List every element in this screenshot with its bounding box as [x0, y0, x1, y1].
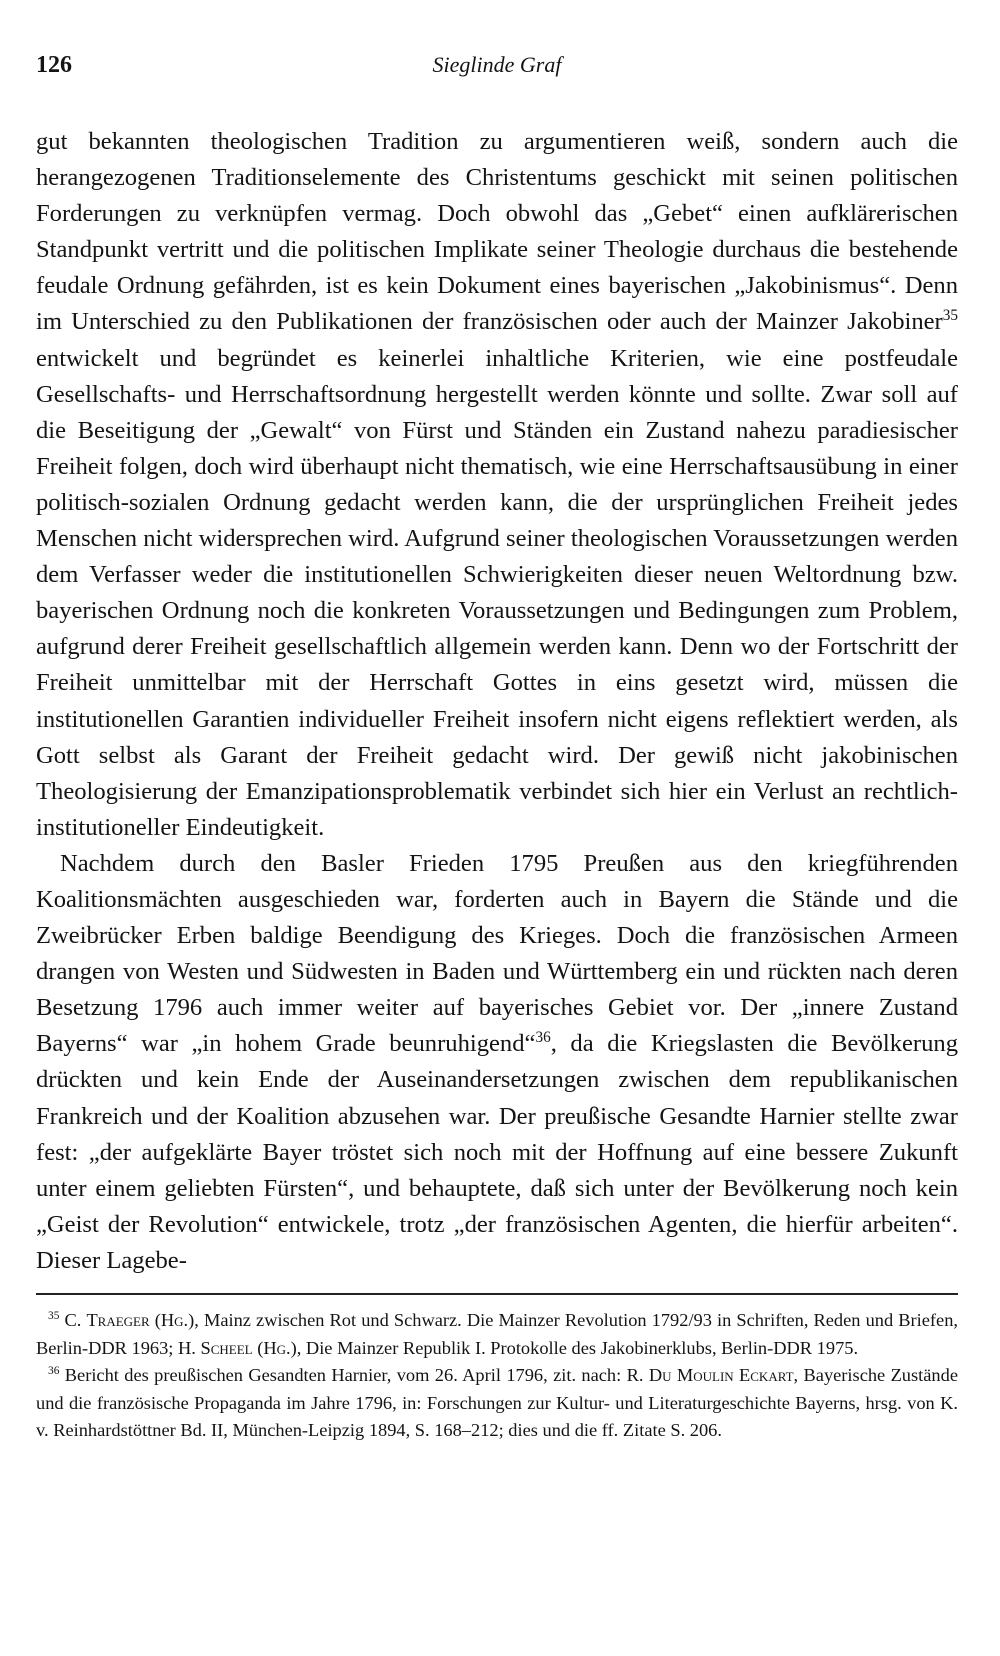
footnote-35-text-a: C.	[64, 1310, 87, 1330]
book-page	[36, 40, 958, 1640]
footnote-36-text-b: , Bayerische Zustände und die französische Propaganda im Jahre 1796, in: Forschungen zur Kultur- und Literaturgeschichte Bayerns, hrsg. von K. v. Reinhardstöttner Bd. II, München-Leipzig 1894, S. 168–212; dies und die ff. Zitate S. 206.	[36, 1365, 958, 1440]
footnote-36-text-a: Bericht des preußischen Gesandten Harnier, vom 26. April 1796, zit. nach: R.	[64, 1365, 649, 1385]
footnote-35-author-2: Scheel (Hg.)	[200, 1337, 297, 1358]
footnote-36-author: Du Moulin Eckart	[648, 1365, 794, 1385]
paragraph-1	[36, 124, 958, 846]
footnote-35-text-b: , Mainz zwischen Rot und Schwarz. Die Mainzer Revolution 1792/93 in Schriften, Reden und Briefen, Berlin-DDR 1963; H.	[36, 1310, 958, 1358]
page-number: 126	[36, 52, 72, 78]
footnote-35-text-c: , Die Mainzer Republik I. Protokolle des Jakobinerklubs, Berlin-DDR 1975.	[296, 1337, 859, 1358]
running-title: Sieglinde Graf	[432, 52, 562, 77]
paragraph-2-text-a: Nachdem durch den Basler Frieden 1795 Preußen aus den kriegführenden Koalitionsmächten ausgeschieden war, forderten auch in Bayern die Stände und die Zweibrücker Erben baldige Beendigung des Krieges. Doch die französischen Armeen drangen von Westen und Südwesten in Baden und Württemberg ein und rückten nach deren Besetzung 1796 auch immer weiter auf bayerisches Gebiet vor. Der „innere Zustand Bayerns“ war „in hohem Grade beunruhigend“	[36, 849, 958, 1058]
footnote-divider	[36, 1293, 958, 1295]
footnote-number-36: 36	[48, 1364, 60, 1377]
footnote-ref-35[interactable]: 35	[942, 307, 958, 325]
paragraph-2-text-b: , da die Kriegslasten die Bevölkerung drückten und kein Ende der Auseinandersetzungen zwischen dem republikanischen Frankreich und der Koalition abzusehen war. Der preußische Gesandte Harnier stellte zwar fest: „der aufgeklärte Bayer tröstet sich noch mit der Hoffnung auf eine bessere Zukunft unter einem geliebten Fürsten“, und behauptete, daß sich unter der Bevölkerung noch kein „Geist der Revolution“ entwickele, trotz „der französischen Agenten, die hierfür arbeiten“. Dieser Lagebe-	[36, 1030, 958, 1274]
footnote-number-35: 35	[48, 1309, 60, 1322]
footnote-35-author-1: Traeger (Hg.)	[86, 1310, 195, 1330]
main-text	[36, 124, 958, 1279]
footnotes	[36, 1307, 958, 1445]
footnote-36	[36, 1362, 958, 1445]
paragraph-1-text-b: entwickelt und begründet es keinerlei inhaltliche Kriterien, wie eine postfeudale Gesellschafts- und Herrschaftsordnung hergestellt werden könnte und sollte. Zwar soll auf die Beseitigung der „Gewalt“ von Fürst und Ständen ein Zustand nahezu paradiesischer Freiheit folgen, doch wird überhaupt nicht thematisch, wie eine Herrschaftsausübung in einer politisch-sozialen Ordnung gedacht werden kann, die der ursprünglichen Freiheit jedes Menschen nicht widersprechen wird. Aufgrund seiner theologischen Voraussetzungen werden dem Verfasser weder die institutionellen Schwierigkeiten dieser neuen Weltordnung bzw. bayerischen Ordnung noch die konkreten Voraussetzungen und Bedingungen zum Problem, aufgrund derer Freiheit gesellschaftlich allgemein werden kann. Denn wo der Fortschritt der Freiheit unmittelbar mit der Herrschaft Gottes in eins gesetzt wird, müssen die institutionellen Garantien individueller Freiheit insofern nicht eigens reflektiert werden, als Gott selbst als Garant der Freiheit gedacht wird. Der gewiß nicht jakobinischen Theologisierung der Emanzipationsproblematik verbindet sich hier ein Verlust an rechtlich-institutioneller Eindeutigkeit.	[36, 344, 958, 841]
running-head	[36, 40, 958, 80]
footnote-35	[36, 1307, 958, 1362]
paragraph-2	[36, 846, 958, 1279]
footnote-ref-36[interactable]: 36	[535, 1029, 551, 1047]
paragraph-1-text-a: gut bekannten theologischen Tradition zu argumentieren weiß, sondern auch die herangezogenen Traditionselemente des Christentums geschickt mit seinen politischen Forderungen zu verknüpfen vermag. Doch obwohl das „Gebet“ einen aufklärerischen Standpunkt vertritt und die politischen Implikate seiner Theologie durchaus die bestehende feudale Ordnung gefährden, ist es kein Dokument eines bayerischen „Jakobinismus“. Denn im Unterschied zu den Publikationen der französischen oder auch der Mainzer Jakobiner	[36, 128, 958, 336]
